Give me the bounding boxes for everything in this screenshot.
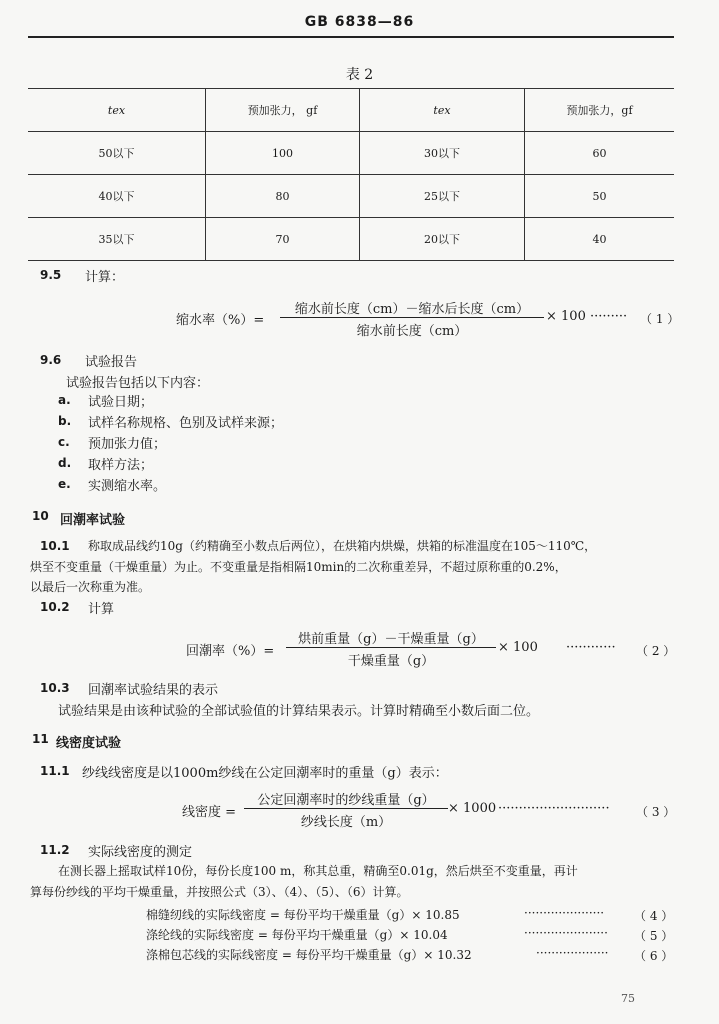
formula-1-number: （ 1 ） [640, 312, 680, 326]
report-item-text: 预加张力值； [88, 437, 167, 452]
section-11-2-number: 11.2 [40, 843, 70, 857]
table-row [28, 132, 674, 175]
table-header-row [28, 89, 674, 132]
section-11-number: 11 [32, 732, 49, 746]
header-rule [28, 36, 674, 38]
section-10-number: 10 [32, 509, 49, 523]
section-11-2-line-2: 算每份纱线的平均干燥重量，并按照公式（3）、（4）、（5）、（6）计算。 [30, 885, 409, 899]
formula-3-numerator: 公定回潮率时的纱线重量（g） [257, 793, 435, 808]
table-cell: 40以下 [28, 175, 206, 218]
section-10-1-line-1: 称取成品线约10g（约精确至小数点后两位），在烘箱内烘燥，烘箱的标准温度在105～110℃， [88, 539, 597, 553]
section-9-5-title: 计算： [85, 270, 125, 285]
formula-2-fraction-bar [286, 647, 496, 648]
report-item-label: d. [58, 456, 72, 470]
table-row [28, 175, 674, 218]
table-cell: 50 [525, 175, 675, 218]
section-11-title: 线密度试验 [56, 736, 122, 751]
formula-5-number: （ 5 ） [634, 929, 674, 943]
table-row [28, 218, 674, 261]
report-item-label: b. [58, 414, 72, 428]
section-11-2-line-1: 在测长器上摇取试样10份，每份长度100 m，称其总重，精确至0.01g，然后烘至不变重量，再计 [58, 864, 578, 878]
report-item-label: a. [58, 393, 71, 407]
table-cell: 40 [525, 218, 675, 261]
page-number: 75 [621, 992, 635, 1005]
formula-1-lhs: 缩水率（%）= [176, 313, 265, 328]
section-10-1-line-2: 烘至不变重量（干燥重量）为止。不变重量是指相隔10min的二次称重差异，不超过原称重的0.2%， [30, 560, 567, 574]
report-item-text: 试样名称规格、色别及试样来源； [88, 416, 284, 431]
section-10-3-number: 10.3 [40, 681, 70, 695]
header-cell: 预加张力，gf [525, 89, 675, 132]
formula-2-leader-dots: ············ [566, 640, 616, 655]
report-item-label: e. [58, 477, 71, 491]
formula-2-denominator: 干燥重量（g） [347, 654, 435, 669]
formula-1-multiplier: × 100 [546, 309, 586, 324]
report-item-text: 试验日期； [88, 395, 154, 410]
formula-1-fraction-bar [280, 317, 544, 318]
table-cell: 100 [206, 132, 360, 175]
formula-2-lhs: 回潮率（%）= [186, 644, 275, 659]
report-item-label: c. [58, 435, 70, 449]
formula-6-text: 涤棉包芯线的实际线密度 = 每份平均干燥重量（g）× 10.32 [146, 948, 472, 962]
section-11-1-number: 11.1 [40, 764, 70, 778]
table-cell: 20以下 [360, 218, 525, 261]
formula-2-multiplier: × 100 [498, 640, 538, 655]
formula-1-denominator: 缩水前长度（cm） [356, 324, 468, 339]
section-9-6-title: 试验报告 [85, 355, 138, 370]
formula-3-fraction-bar [244, 808, 448, 809]
table-2 [28, 88, 674, 261]
formula-6-number: （ 6 ） [634, 949, 674, 963]
table-cell: 35以下 [28, 218, 206, 261]
standard-header: GB 6838—86 [304, 14, 415, 30]
table-cell: 30以下 [360, 132, 525, 175]
section-10-1-number: 10.1 [40, 539, 70, 553]
section-10-title: 回潮率试验 [60, 513, 126, 528]
header-cell: tex [28, 89, 206, 132]
table-cell: 70 [206, 218, 360, 261]
table-cell: 25以下 [360, 175, 525, 218]
section-9-6-number: 9.6 [40, 353, 62, 367]
formula-1-leader-dots: ········· [590, 309, 628, 324]
section-11-2-title: 实际线密度的测定 [88, 845, 193, 860]
formula-6-leader-dots: ··················· [536, 946, 609, 960]
report-intro: 试验报告包括以下内容： [66, 376, 210, 391]
formula-2-number: （ 2 ） [636, 644, 676, 658]
header-cell: 预加张力， gf [206, 89, 360, 132]
formula-5-text: 涤纶线的实际线密度 = 每份平均干燥重量（g）× 10.04 [146, 928, 448, 942]
formula-4-text: 棉缝纫线的实际线密度 = 每份平均干燥重量（g）× 10.85 [146, 908, 460, 922]
formula-4-leader-dots: ····················· [524, 906, 605, 920]
formula-1-numerator: 缩水前长度（cm）－缩水后长度（cm） [294, 302, 530, 317]
formula-3-multiplier: × 1000 [448, 801, 497, 816]
section-10-1-line-3: 以最后一次称重为准。 [30, 580, 151, 594]
formula-2-numerator: 烘前重量（g）－干燥重量（g） [298, 632, 484, 647]
formula-5-leader-dots: ······················ [524, 926, 608, 940]
formula-3-number: （ 3 ） [636, 805, 676, 819]
section-11-1-text: 纱线线密度是以1000m纱线在公定回潮率时的重量（g）表示： [82, 766, 448, 781]
report-item-text: 实测缩水率。 [88, 479, 167, 494]
table-cell: 60 [525, 132, 675, 175]
section-10-3-title: 回潮率试验结果的表示 [88, 683, 219, 698]
report-item-text: 取样方法； [88, 458, 154, 473]
section-10-2-number: 10.2 [40, 600, 70, 614]
header-cell: tex [360, 89, 525, 132]
table-cell: 80 [206, 175, 360, 218]
formula-3-leader-dots: ··························· [498, 801, 610, 816]
formula-3-lhs: 线密度 = [182, 805, 237, 820]
table-title: 表 2 [345, 67, 374, 83]
table-cell: 50以下 [28, 132, 206, 175]
section-10-2-title: 计算 [88, 602, 115, 617]
formula-3-denominator: 纱线长度（m） [300, 815, 392, 830]
formula-4-number: （ 4 ） [634, 909, 674, 923]
section-10-3-text: 试验结果是由该种试验的全部试验值的计算结果表示。计算时精确至小数后面二位。 [58, 704, 540, 719]
section-9-5-number: 9.5 [40, 268, 62, 282]
